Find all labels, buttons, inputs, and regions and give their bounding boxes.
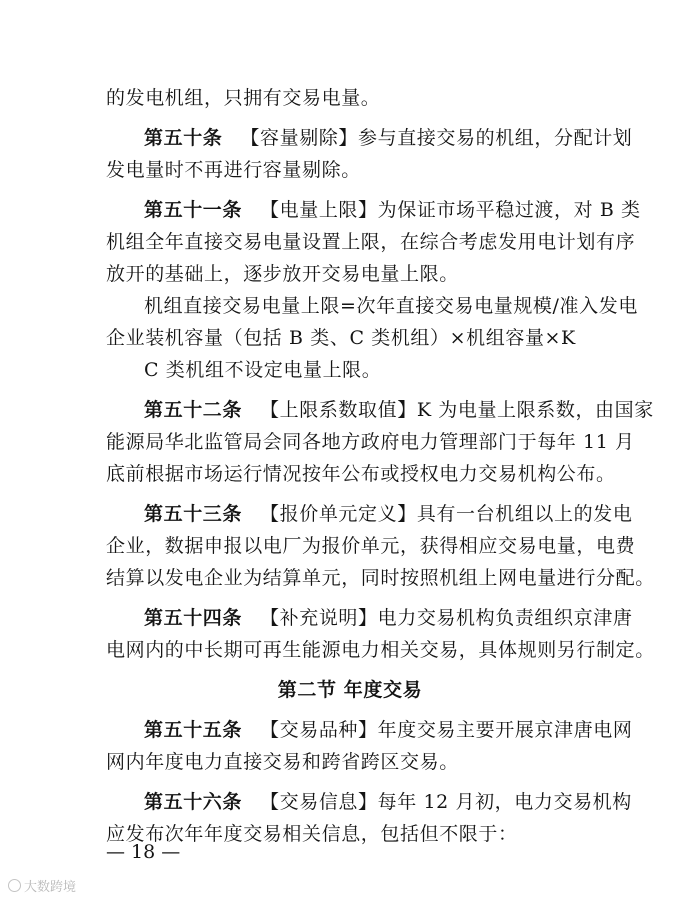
article-51-line-1: 第五十一条 【电量上限】为保证市场平稳过渡，对 B 类: [144, 199, 641, 221]
article-number: 第五十条: [144, 127, 223, 149]
formula-line-1: 机组直接交易电量上限=次年直接交易电量规模/准入发电: [144, 295, 638, 317]
article-number: 第五十二条: [144, 399, 243, 421]
article-54-line-1: 第五十四条 【补充说明】电力交易机构负责组织京津唐: [144, 607, 633, 629]
article-52-line-3: 底前根据市场运行情况按年公布或授权电力交易机构公布。: [106, 463, 616, 485]
article-52-line-1: 第五十二条 【上限系数取值】K 为电量上限系数，由国家: [144, 399, 654, 421]
section-title: 第二节 年度交易: [277, 679, 423, 701]
article-50-line-1: 第五十条 【容量剔除】参与直接交易的机组，分配计划: [144, 127, 633, 149]
article-55-line-2: 网内年度电力直接交易和跨省跨区交易。: [106, 751, 459, 773]
watermark-text: 大数跨境: [24, 880, 77, 895]
article-number: 第五十一条: [144, 199, 243, 221]
article-53-line-1: 第五十三条 【报价单元定义】具有一台机组以上的发电: [144, 503, 633, 525]
text-line: 的发电机组，只拥有交易电量。: [106, 87, 381, 109]
article-51-line-3: 放开的基础上，逐步放开交易电量上限。: [106, 263, 459, 285]
article-56-line-2: 应发布次年年度交易相关信息，包括但不限于：: [106, 823, 518, 845]
article-number: 第五十五条: [144, 719, 243, 741]
article-52-line-2: 能源局华北监管局会同各地方政府电力管理部门于每年 11 月: [106, 431, 635, 453]
article-56-line-1: 第五十六条 【交易信息】每年 12 月初，电力交易机构: [144, 791, 632, 813]
article-51-line-2: 机组全年直接交易电量设置上限，在综合考虑发用电计划有序: [106, 231, 636, 253]
article-55-line-1: 第五十五条 【交易品种】年度交易主要开展京津唐电网: [144, 719, 633, 741]
article-number: 第五十四条: [144, 607, 243, 629]
c-class-line: C 类机组不设定电量上限。: [144, 359, 382, 381]
page-number: — 18 —: [106, 841, 181, 863]
watermark: [8, 876, 76, 895]
article-number: 第五十三条: [144, 503, 243, 525]
watermark-logo-icon: [8, 879, 21, 892]
article-number: 第五十六条: [144, 791, 243, 813]
article-53-line-2: 企业，数据申报以电厂为报价单元，获得相应交易电量，电费: [106, 535, 636, 557]
formula-line-2: 企业装机容量（包括 B 类、C 类机组）×机组容量×K: [106, 327, 576, 349]
article-50-line-2: 发电量时不再进行容量剔除。: [106, 159, 361, 181]
article-53-line-3: 结算以发电企业为结算单元，同时按照机组上网电量进行分配。: [106, 567, 655, 589]
article-54-line-2: 电网内的中长期可再生能源电力相关交易，具体规则另行制定。: [106, 639, 655, 661]
